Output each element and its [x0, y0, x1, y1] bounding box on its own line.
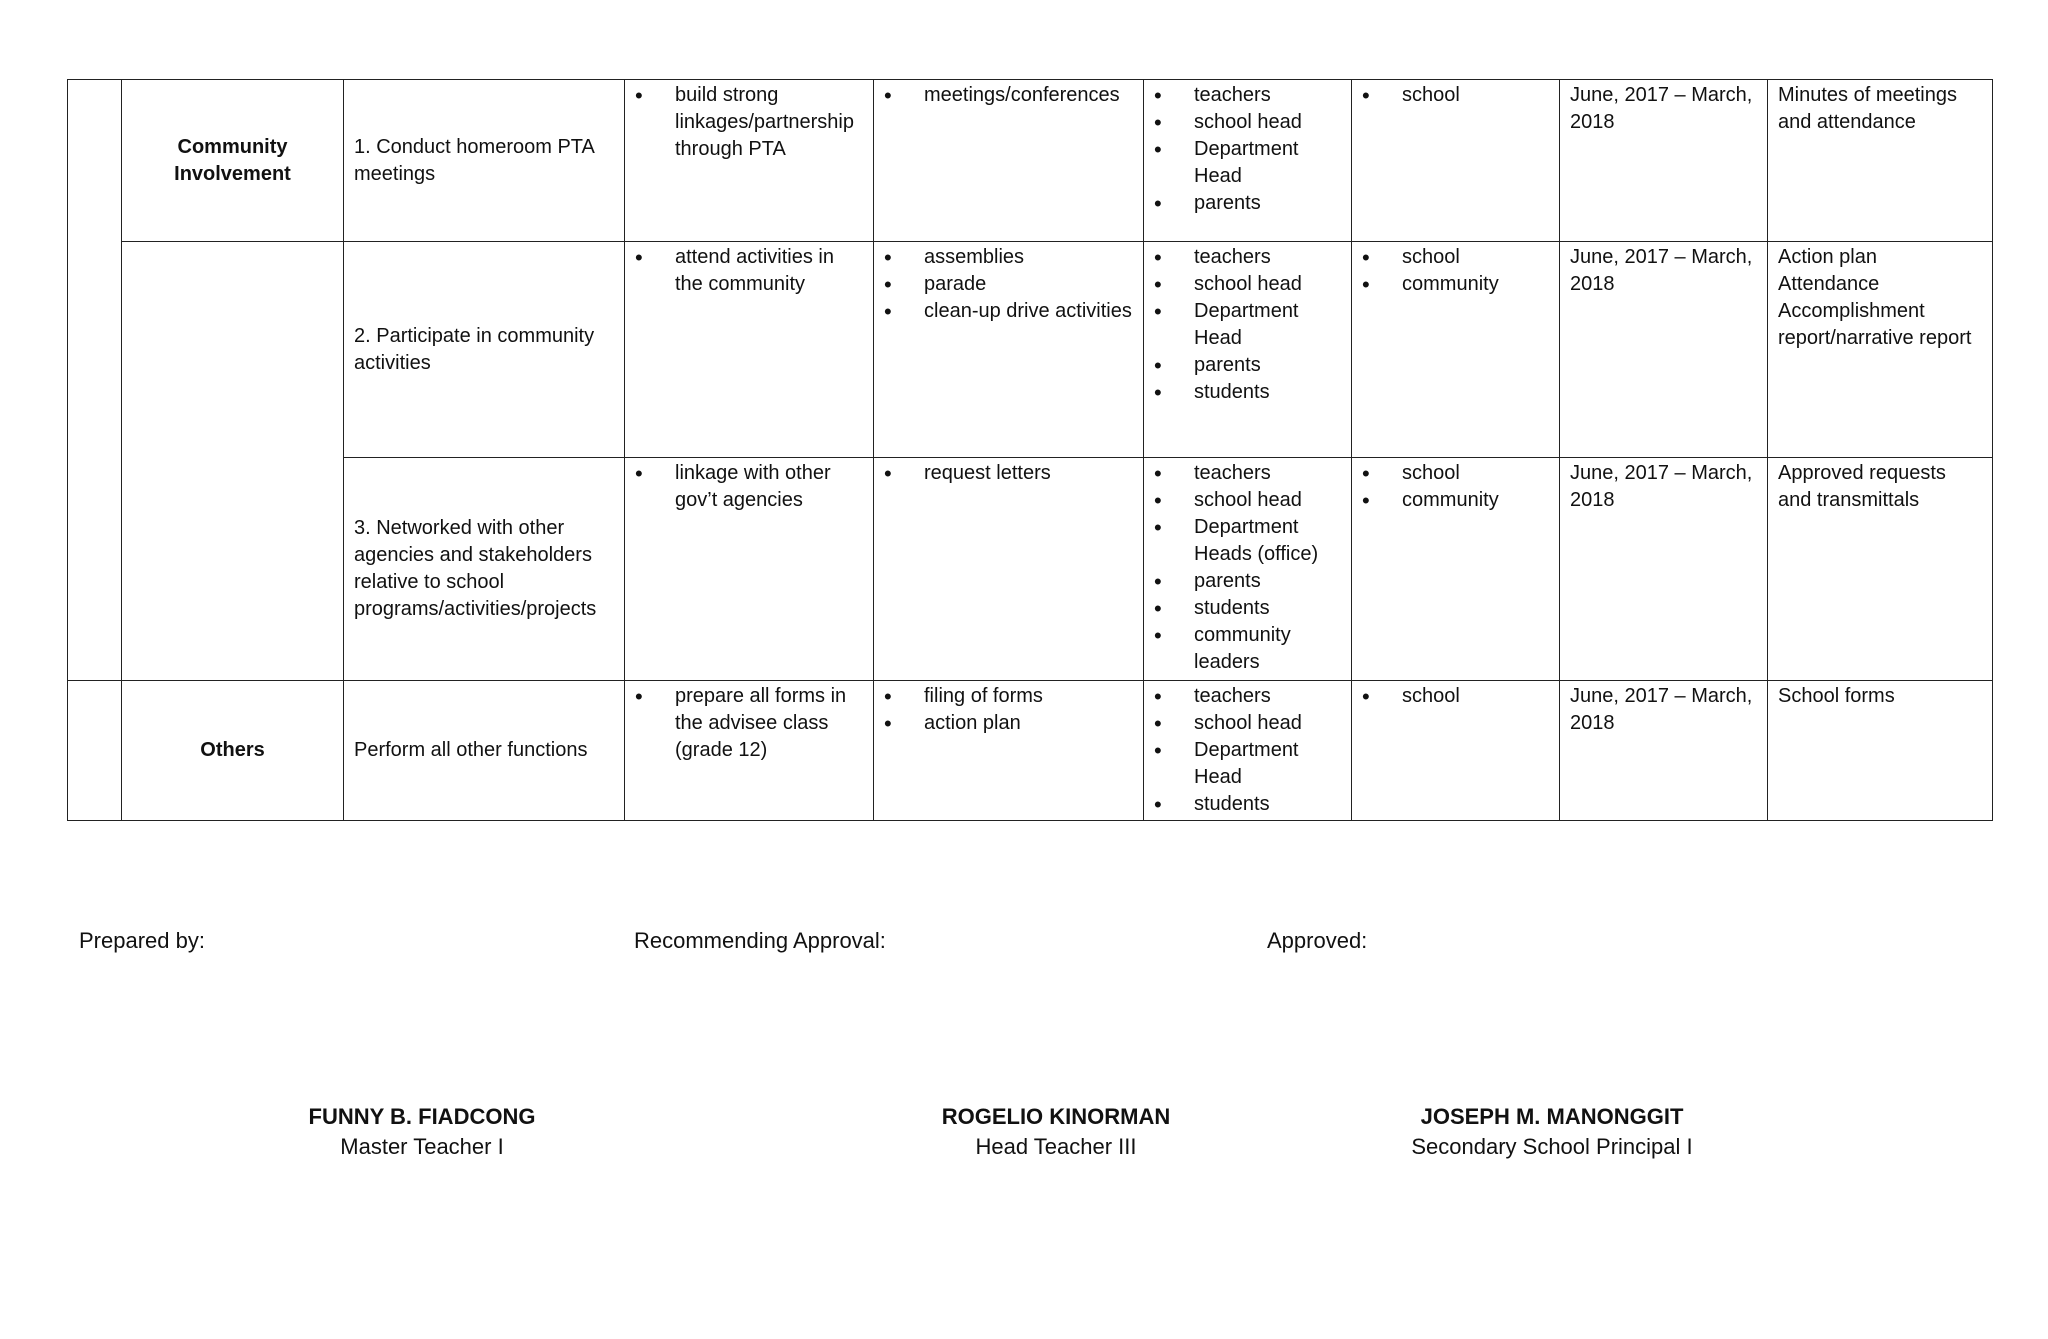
list-item: • community leaders: [1154, 622, 1341, 676]
prepared-by-label: Prepared by:: [79, 928, 205, 953]
persons-cell: [1144, 681, 1352, 821]
persons-cell: [1144, 242, 1352, 458]
area-cell: Others: [122, 681, 344, 821]
list-item: • parents: [1154, 568, 1341, 595]
recommending-title: Head Teacher III: [975, 1134, 1137, 1159]
activity-cell: 2. Participate in community activities: [344, 242, 625, 458]
list-item: • meetings/conferences: [884, 82, 1133, 109]
list-item: • teachers: [1154, 244, 1341, 271]
objectives-cell: [625, 681, 874, 821]
list-item: • students: [1154, 791, 1341, 818]
list-item: • action plan: [884, 710, 1133, 737]
signature-prepared: [272, 1102, 572, 1162]
time-frame-cell: June, 2017 – March, 2018: [1560, 458, 1768, 681]
area-cell: Community Involvement: [122, 80, 344, 242]
list-item: • community: [1362, 487, 1549, 514]
mov-cell: Approved requests and transmittals: [1768, 458, 1993, 681]
list-item: • students: [1154, 379, 1341, 406]
strategies-cell: [874, 681, 1144, 821]
activity-cell: 3. Networked with other agencies and stakeholders relative to school programs/activities/projects: [344, 458, 625, 681]
list-item: • students: [1154, 595, 1341, 622]
list-item: • filing of forms: [884, 683, 1133, 710]
list-item: • build strong linkages/partnership through PTA: [635, 82, 863, 163]
list-item: • community: [1362, 271, 1549, 298]
list-item: • school head: [1154, 109, 1341, 136]
list-item: • attend activities in the community: [635, 244, 863, 298]
time-frame-cell: June, 2017 – March, 2018: [1560, 242, 1768, 458]
list-item: • parade: [884, 271, 1133, 298]
objectives-cell: [625, 458, 874, 681]
prepared-title: Master Teacher I: [340, 1134, 504, 1159]
mov-cell: Action plan Attendance Accomplishment report/narrative report: [1768, 242, 1993, 458]
activity-cell: Perform all other functions: [344, 681, 625, 821]
list-item: • school: [1362, 82, 1549, 109]
resources-cell: [1352, 242, 1560, 458]
prepared-name: FUNNY B. FIADCONG: [308, 1104, 536, 1129]
list-item: • clean-up drive activities: [884, 298, 1133, 325]
list-item: • school head: [1154, 271, 1341, 298]
table-row: [68, 80, 1993, 242]
index-cell: [68, 681, 122, 821]
approved-title: Secondary School Principal I: [1411, 1134, 1693, 1159]
persons-cell: [1144, 458, 1352, 681]
list-item: • parents: [1154, 190, 1341, 217]
resources-cell: [1352, 458, 1560, 681]
activity-cell: 1. Conduct homeroom PTA meetings: [344, 80, 625, 242]
time-frame-cell: June, 2017 – March, 2018: [1560, 80, 1768, 242]
strategies-cell: [874, 80, 1144, 242]
area-cell: [122, 242, 344, 681]
list-item: • request letters: [884, 460, 1133, 487]
list-item: • teachers: [1154, 82, 1341, 109]
action-plan-table: [67, 79, 1993, 821]
resources-cell: [1352, 681, 1560, 821]
strategies-cell: [874, 242, 1144, 458]
index-cell: [68, 80, 122, 681]
list-item: • school head: [1154, 710, 1341, 737]
list-item: • prepare all forms in the advisee class (grade 12): [635, 683, 863, 764]
mov-cell: Minutes of meetings and attendance: [1768, 80, 1993, 242]
strategies-cell: [874, 458, 1144, 681]
table-row: [68, 458, 1993, 681]
list-item: • Department Head: [1154, 136, 1341, 190]
list-item: • school: [1362, 683, 1549, 710]
list-item: • school head: [1154, 487, 1341, 514]
list-item: • Department Head: [1154, 298, 1341, 352]
mov-cell: School forms: [1768, 681, 1993, 821]
list-item: • assemblies: [884, 244, 1133, 271]
list-item: • linkage with other gov’t agencies: [635, 460, 863, 514]
table-row: [68, 242, 1993, 458]
list-item: • school: [1362, 244, 1549, 271]
list-item: • teachers: [1154, 683, 1341, 710]
recommending-name: ROGELIO KINORMAN: [941, 1104, 1171, 1129]
list-item: • Department Heads (office): [1154, 514, 1341, 568]
signature-approved: [1382, 1102, 1722, 1162]
approved-label: Approved:: [1267, 928, 1368, 953]
list-item: • teachers: [1154, 460, 1341, 487]
recommending-approval-label: Recommending Approval:: [634, 928, 886, 953]
objectives-cell: [625, 242, 874, 458]
table-row: [68, 681, 1993, 821]
time-frame-cell: June, 2017 – March, 2018: [1560, 681, 1768, 821]
persons-cell: [1144, 80, 1352, 242]
approved-name: JOSEPH M. MANONGGIT: [1420, 1104, 1684, 1129]
objectives-cell: [625, 80, 874, 242]
resources-cell: [1352, 80, 1560, 242]
list-item: • school: [1362, 460, 1549, 487]
list-item: • parents: [1154, 352, 1341, 379]
list-item: • Department Head: [1154, 737, 1341, 791]
signature-recommending: [906, 1102, 1206, 1162]
